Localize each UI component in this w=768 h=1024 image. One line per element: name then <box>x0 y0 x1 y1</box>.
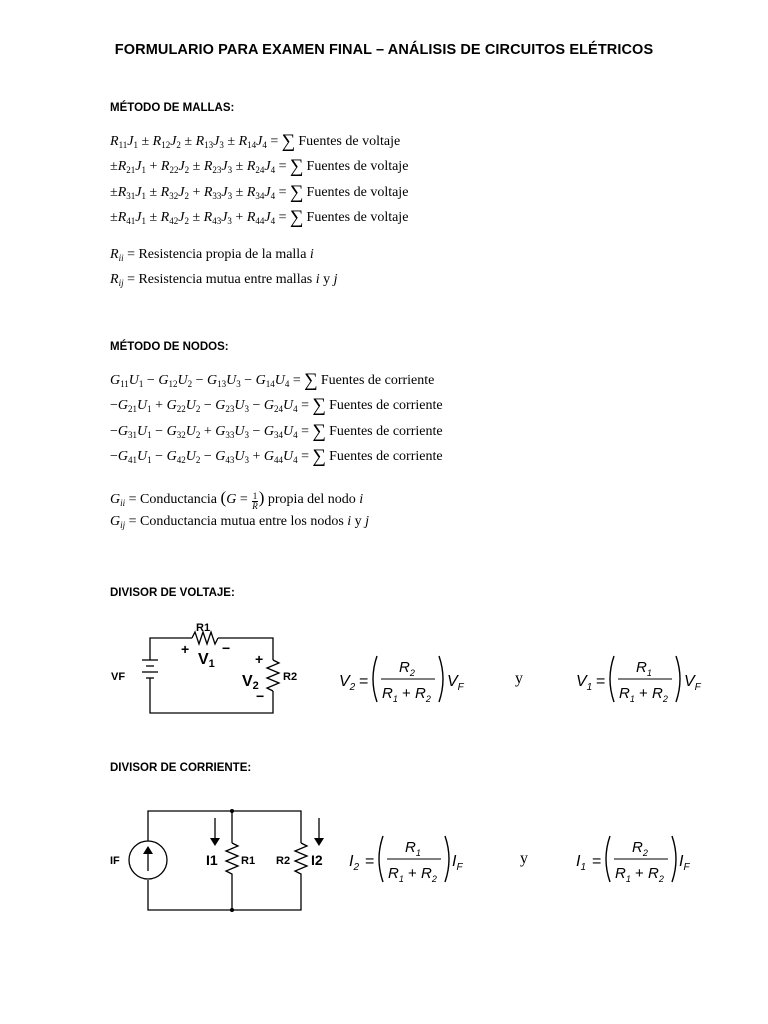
mallas-row: $R_{11}J_1 \pm R_{12}J_2 \pm R_{13}J_3 \pm R_{14}J_4$ = ∑ Fuentes de voltaje <box>110 131 401 152</box>
equation-term: ± $R_{42}J_2$ <box>145 210 189 226</box>
equation-term: ± $R_{13}J_3$ <box>180 134 224 150</box>
equation-term: − $G_{32}U_2$ <box>151 424 201 440</box>
nodos-row: $G_{11}U_1 - G_{12}U_2 - G_{13}U_3 - G_{14}U_4$ = ∑ Fuentes de corriente <box>110 370 435 391</box>
equation-term: $R_{11}J_1$ <box>110 134 138 150</box>
equation-term: ± $R_{12}J_2$ <box>137 134 181 150</box>
svg-text:R1 + R2: $R_1 + R_2$ <box>615 865 664 884</box>
resistor-r1-symbol <box>226 843 238 880</box>
equation-term: $-G_{41}U_1$ <box>110 449 152 465</box>
summation-icon: ∑ <box>304 370 318 391</box>
equation-term: − $G_{14}U_4$ <box>240 373 290 389</box>
mallas-row: $\pm R_{21}J_1 + R_{22}J_2 \pm R_{23}J_3 \pm R_{24}J_4$ = ∑ Fuentes de voltaje <box>110 156 409 177</box>
svg-text:VF: $V_F$ <box>684 673 701 693</box>
equation-term: + $G_{33}U_3$ <box>200 424 249 440</box>
r2-label: R2 <box>276 855 291 867</box>
source-arrow-icon <box>143 846 153 854</box>
v1-plus: + <box>181 641 190 657</box>
svg-text:V1: $V_1$ <box>576 673 593 693</box>
equation-term: ± $R_{34}J_4$ <box>232 185 276 201</box>
svg-text:V2: $V_2$ <box>339 673 356 693</box>
nodos-definition-gij: $G_{ij}$ = Conductancia mutua entre los nodos i y j <box>110 514 370 530</box>
i2-arrow-icon <box>314 838 324 846</box>
nodos-definition-gii: $G_{ii}$ = Conductancia (G = $\frac{1}{R}$ ) propia del nodo i <box>110 488 364 511</box>
section-heading-nodos: MÉTODO DE NODOS: <box>110 341 229 353</box>
svg-text:=: = <box>365 853 375 870</box>
svg-text:R1 + R2: $R_1 + R_2$ <box>619 685 668 704</box>
v2-label: V2 <box>242 673 259 692</box>
equation-term: $-G_{31}U_1$ <box>110 424 152 440</box>
i1-arrow-icon <box>210 838 220 846</box>
equation-term: $G_{11}U_1$ <box>110 373 144 389</box>
svg-text:R2: $R_2$ <box>399 659 415 678</box>
v1-label: V1 <box>198 651 215 670</box>
i2-label: I2 <box>311 852 323 868</box>
formula-v2 <box>335 648 475 708</box>
v1-minus: − <box>222 640 231 656</box>
current-conjunction: y <box>520 850 528 867</box>
equation-term: $\pm R_{41}J_1$ <box>110 210 146 226</box>
equation-term: + $G_{22}U_2$ <box>151 398 201 414</box>
document-title: FORMULARIO PARA EXAMEN FINAL – ANÁLISIS DE CIRCUITOS ELÉTRICOS <box>114 42 654 58</box>
summation-icon: ∑ <box>290 156 304 177</box>
current-divider-circuit <box>100 800 340 920</box>
summation-icon: ∑ <box>312 421 327 442</box>
equation-term: + $G_{44}U_4$ <box>248 449 298 465</box>
equation-term: + $R_{22}J_2$ <box>145 159 190 175</box>
mallas-row: $\pm R_{41}J_1 \pm R_{42}J_2 \pm R_{43}J_3 + R_{44}J_4$ = ∑ Fuentes de voltaje <box>110 207 409 228</box>
equation-term: − $G_{34}U_4$ <box>248 424 298 440</box>
svg-text:R1: $R_1$ <box>405 839 421 858</box>
mallas-definition-rii: $R_{ii}$ = Resistencia propia de la malla i <box>110 247 314 263</box>
section-heading-mallas: MÉTODO DE MALLAS: <box>110 102 235 114</box>
svg-text:VF: $V_F$ <box>447 673 464 693</box>
svg-text:=: = <box>359 673 369 690</box>
v2-minus: − <box>256 688 265 704</box>
summation-icon: ∑ <box>290 207 304 228</box>
r1-label: R1 <box>196 622 211 634</box>
svg-text:R1 + R2: $R_1 + R_2$ <box>382 685 431 704</box>
voltage-divider-circuit <box>100 612 320 722</box>
equation-term: $-G_{21}U_1$ <box>110 398 152 414</box>
nodos-row: $-G_{41}U_1 - G_{42}U_2 - G_{43}U_3 + G_{44}U_4$ = ∑ Fuentes de corriente <box>110 446 443 467</box>
mallas-row: $\pm R_{31}J_1 \pm R_{32}J_2 + R_{33}J_3 \pm R_{34}J_4$ = ∑ Fuentes de voltaje <box>110 182 409 203</box>
section-heading-divisor-voltaje: DIVISOR DE VOLTAJE: <box>110 587 235 599</box>
svg-text:IF: $I_F$ <box>452 853 463 873</box>
equation-term: ± $R_{32}J_2$ <box>145 185 189 201</box>
formula-v1 <box>572 648 712 708</box>
equation-term: − $G_{43}U_3$ <box>200 449 249 465</box>
r1-label: R1 <box>241 855 256 867</box>
r2-label: R2 <box>283 671 298 683</box>
summation-icon: ∑ <box>312 395 327 416</box>
equation-term: ± $R_{14}J_4$ <box>223 134 267 150</box>
section-heading-divisor-corriente: DIVISOR DE CORRIENTE: <box>110 762 252 774</box>
summation-icon: ∑ <box>281 131 296 152</box>
equation-term: − $G_{42}U_2$ <box>151 449 201 465</box>
equation-term: − $G_{13}U_3$ <box>192 373 241 389</box>
equation-term: − $G_{24}U_4$ <box>248 398 298 414</box>
equation-term: − $G_{12}U_2$ <box>143 373 193 389</box>
formula-i2 <box>345 828 485 888</box>
svg-text:IF: $I_F$ <box>679 853 690 873</box>
conductance-fraction: $\frac{1}{R}$ <box>252 491 258 511</box>
svg-text:=: = <box>596 673 606 690</box>
summation-icon: ∑ <box>290 182 304 203</box>
equation-term: $\pm R_{31}J_1$ <box>110 185 146 201</box>
v2-plus: + <box>255 651 264 667</box>
vf-label: VF <box>111 671 126 683</box>
equation-term: + $R_{33}J_3$ <box>188 185 233 201</box>
svg-text:R1 + R2: $R_1 + R_2$ <box>388 865 437 884</box>
svg-text:I1: $I_1$ <box>576 853 587 873</box>
summation-icon: ∑ <box>312 446 327 467</box>
resistor-r2-symbol <box>295 843 307 880</box>
equation-term: ± $R_{43}J_3$ <box>188 210 232 226</box>
formula-i1 <box>572 828 712 888</box>
svg-text:I2: $I_2$ <box>349 853 360 873</box>
equation-term: + $R_{44}J_4$ <box>231 210 276 226</box>
equation-term: − $G_{23}U_3$ <box>200 398 249 414</box>
nodos-row: $-G_{31}U_1 - G_{32}U_2 + G_{33}U_3 - G_{34}U_4$ = ∑ Fuentes de corriente <box>110 421 443 442</box>
equation-term: $\pm R_{21}J_1$ <box>110 159 146 175</box>
svg-text:R1: $R_1$ <box>636 659 652 678</box>
svg-text:R2: $R_2$ <box>632 839 648 858</box>
mallas-definition-rij: $R_{ij}$ = Resistencia mutua entre mallas i y j <box>110 272 338 288</box>
svg-text:=: = <box>592 853 602 870</box>
i1-label: I1 <box>206 852 218 868</box>
voltage-conjunction: y <box>515 670 523 687</box>
if-label: IF <box>110 855 120 867</box>
equation-term: ± $R_{24}J_4$ <box>232 159 276 175</box>
nodos-row: $-G_{21}U_1 + G_{22}U_2 - G_{23}U_3 - G_{24}U_4$ = ∑ Fuentes de corriente <box>110 395 443 416</box>
equation-term: ± $R_{23}J_3$ <box>189 159 233 175</box>
resistor-r2-symbol <box>267 660 279 691</box>
